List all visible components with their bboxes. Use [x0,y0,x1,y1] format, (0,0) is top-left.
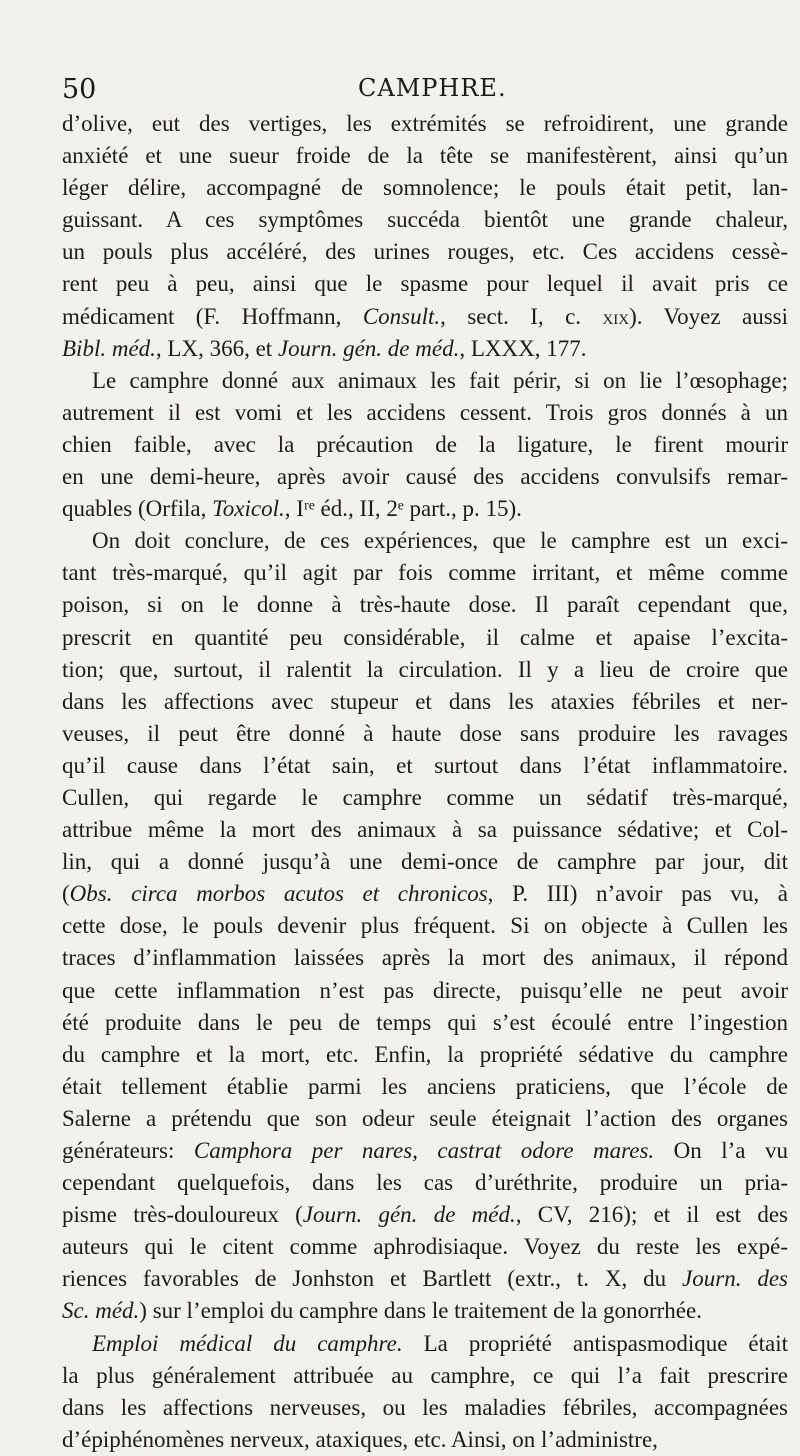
italic-run: Consult. [362,303,441,329]
italic-run: Emploi médical du camphre. [92,1330,403,1356]
text-line [62,782,788,814]
text-run: dans les affections avec stupeur et dans les ataxies fébriles et ner- [62,688,788,714]
italic-run: Toxicol. [212,496,285,522]
text-run: anxiété et une sueur froide de la tête se manifestèrent, ainsi qu’un [62,143,788,169]
text-run: Salerne a prétendu que son odeur seule éteignait l’action des organes [62,1105,788,1131]
text-run: que cette inflammation n’est pas directe, puisqu’elle ne peut avoir [62,977,788,1003]
text-run: médicament (F. Hoffmann, [62,303,363,329]
text-line [62,1007,788,1039]
text-run: en une demi-heure, après avoir causé des accidens convulsifs remar- [62,464,788,490]
text-line [62,172,788,204]
text-run: Le camphre donné aux animaux les fait périr, si on lie l’œsophage; [92,367,788,393]
text-line [62,1039,788,1071]
italic-run: Journ. gén. de méd. [277,335,460,361]
text-run: , CV, 216); et il est des [515,1202,789,1228]
italic-run: Obs. circa morbos acutos et chronicos [69,881,488,907]
text-line [62,654,788,686]
text-run: ). Voyez aussi [629,303,788,329]
page-header [62,74,778,108]
text-run: On l’a vu [654,1138,788,1163]
text-run: tion; que, surtout, il ralentit la circulation. Il y a lieu de croire que [62,656,788,682]
text-run: d’épiphénomènes nerveux, ataxiques, etc. Ainsi, on l’administre, [62,1426,658,1452]
text-run: riences favorables de Jonhston et Bartlett (extr., t. X, du [62,1266,683,1292]
page-number: 50 [62,74,97,105]
text-line [62,589,788,621]
text-line [62,1360,788,1392]
text-run: prescrit en quantité peu considérable, il calme et apaise l’excita- [62,624,788,650]
text-line [62,1392,788,1424]
text-run: du camphre et la mort, etc. Enfin, la propriété sédative du camphre [62,1041,788,1067]
text-run: lin, qui a donné jusqu’à une demi-once de camphre par jour, dit [62,849,788,875]
text-line [62,622,788,654]
text-run: ( [62,881,70,907]
italic-run: Bibl. méd. [62,335,156,361]
text-run: XIX [602,311,630,328]
text-line [62,1263,788,1295]
text-line [62,686,788,718]
text-line [62,814,788,846]
text-run: d’olive, eut des vertiges, les extrémités se refroidirent, une grande [62,111,788,136]
text-line [62,975,788,1007]
text-run: , LX, 366, et [155,335,278,361]
text-line [62,1167,788,1199]
text-run: La propriété antispasmodique était [402,1330,788,1356]
text-line [62,1071,788,1103]
text-line [62,333,788,365]
text-line [62,236,788,268]
text-run: , sect. I, c. [440,303,603,329]
italic-run: Journ. des [682,1266,788,1292]
text-run: Cullen, qui regarde le camphre comme un sédatif très-marqué, [62,784,788,810]
text-line [62,750,788,782]
text-run: cette dose, le pouls devenir plus fréquent. Si on objecte à Cullen les [62,913,788,939]
text-run: qu’il cause dans l’état sain, et surtout dans l’état inflammatoire. [62,752,788,778]
text-run: On doit conclure, de ces expériences, que le camphre est un exci- [92,528,788,554]
text-line [62,108,788,140]
text-line [62,429,788,461]
text-run: , P. III) n’avoir pas vu, à [487,881,788,907]
text-run: autrement il est vomi et les accidens cessent. Trois gros donnés à un [62,399,788,425]
text-run: , LXXX, 177. [459,335,587,361]
text-line [62,525,788,557]
text-run: auteurs qui le citent comme aphrodisiaque. Voyez du reste les expé- [62,1234,788,1260]
text-line [62,461,788,493]
text-line [62,846,788,878]
text-line [62,365,788,397]
text-run: été produite dans le peu de temps qui s’est écoulé entre l’ingestion [62,1009,788,1035]
italic-run: Camphora per nares, castrat odore mares. [193,1138,655,1163]
text-run: pisme très-douloureux ( [62,1202,303,1228]
text-run: rent peu à peu, ainsi que le spasme pour lequel il avait pris ce [62,271,788,297]
text-line [62,301,788,333]
italic-run: Journ. gén. de méd. [302,1202,516,1228]
text-run: ) sur l’emploi du camphre dans le traitement de la gonorrhée. [139,1298,702,1324]
text-line [62,1295,788,1327]
text-line [62,942,788,974]
text-run: quables (Orfila, [62,496,213,522]
body-text [62,108,788,1456]
italic-run: Sc. méd. [62,1298,140,1324]
text-run: tant très-marqué, qu’il agit par fois comme irritant, et même comme [62,560,788,586]
text-line [62,397,788,429]
text-run: traces d’inflammation laissées après la mort des animaux, il répond [62,945,788,971]
text-run: poison, si on le donne à très-haute dose. Il paraît cependant que, [62,592,788,618]
text-line [62,1199,788,1231]
text-line [62,1328,788,1360]
text-run: un pouls plus accéléré, des urines rouges, etc. Ces accidens cessè- [62,239,788,265]
text-line [62,140,788,172]
text-line [62,1231,788,1263]
text-run: générateurs: [62,1138,194,1163]
text-line [62,204,788,236]
text-line [62,1424,788,1456]
text-line [62,910,788,942]
text-line [62,718,788,750]
text-line [62,493,788,525]
text-line [62,1135,788,1167]
text-run: veuses, il peut être donné à haute dose sans produire les ravages [62,720,788,746]
running-head: CAMPHRE. [358,74,507,102]
text-run: léger délire, accompagné de somnolence; le pouls était petit, lan- [62,175,788,201]
text-run: dans les affections nerveuses, ou les maladies fébriles, accompagnées [62,1394,788,1420]
text-line [62,268,788,300]
text-run: était tellement établie parmi les anciens praticiens, que l’école de [62,1073,788,1099]
text-run: chien faible, avec la précaution de la ligature, le firent mourir [62,431,788,457]
text-run: , Iʳᵉ éd., II, 2ᵉ part., p. 15). [284,496,522,522]
text-line [62,557,788,589]
text-run: cependant quelquefois, dans les cas d’uréthrite, produire un pria- [62,1170,788,1196]
text-run: la plus généralement attribuée au camphre, ce qui l’a fait prescrire [62,1362,788,1388]
text-line [62,878,788,910]
text-run: guissant. A ces symptômes succéda bientôt une grande chaleur, [62,207,788,233]
text-line [62,1103,788,1135]
text-run: attribue même la mort des animaux à sa puissance sédative; et Col- [62,817,788,843]
